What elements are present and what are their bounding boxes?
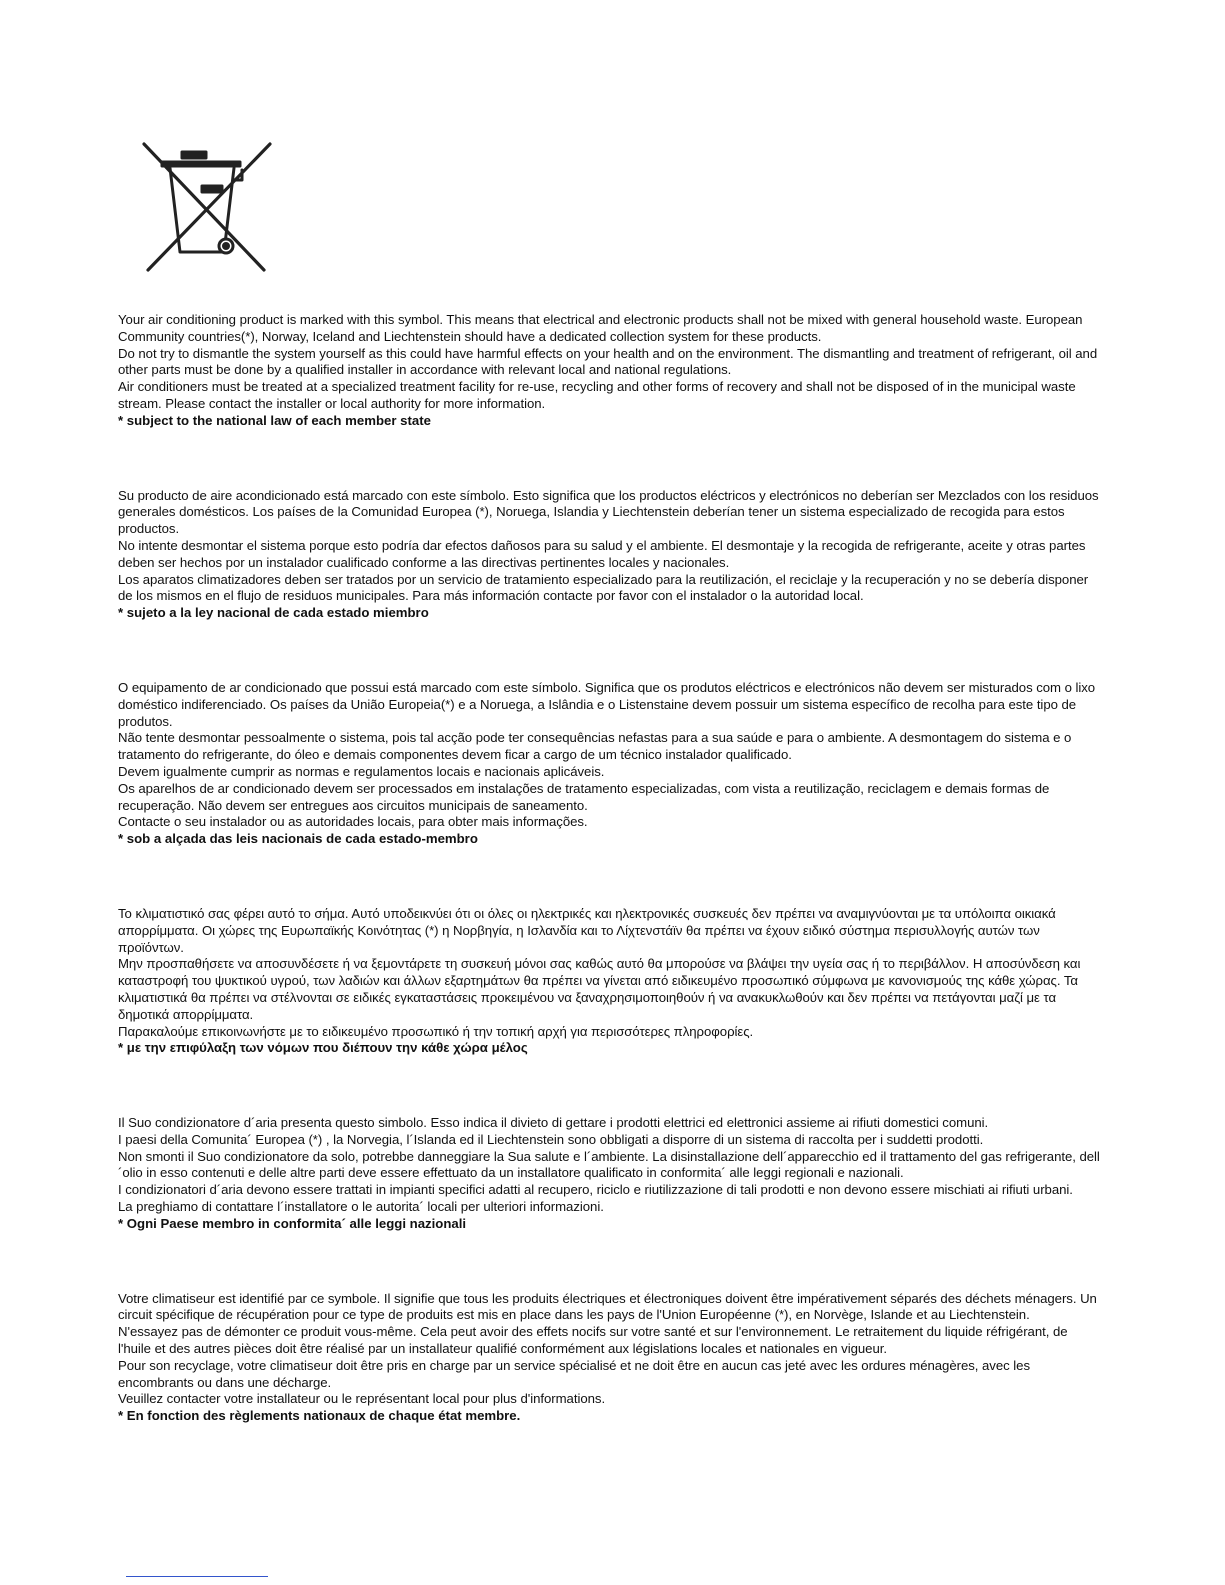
crossed-out-wheeled-bin-icon xyxy=(140,140,276,278)
member-state-note: * με την επιφύλαξη των νόμων που διέπουν την κάθε χώρα μέλος xyxy=(118,1040,528,1056)
paragraph: Air conditioners must be treated at a specialized treatment facility for re-use, recycling and other forms of recovery and shall not be disposed of in the municipal waste stream. Please contact the installer or local authority for more information. xyxy=(118,379,1076,411)
paragraph: Μην προσπαθήσετε να αποσυνδέσετε ή να ξεμοντάρετε τη συσκευή μόνοι σας καθώς αυτό θα μπορούσε να βλάψει την υγεία σας ή το περιβάλλον. Η αποσύνδεση και καταστροφή του ψυκτικού υγρού, των λαδιών και άλλων εξαρτημάτων θα πρέπει να γίνεται από ειδικευμένο προσωπικό σύμφωνα με κανονισμούς της κάθε χώρας. Τα κλιματιστικά θα πρέπει να στέλνονται σε ειδικές εγκαταστάσεις προκειμένου να ξαναχρησιμοποιηθούν ή να ανακυκλωθούν και δεν πρέπει να πετάγονται μαζί με τα δημοτικά απορρίμματα. xyxy=(118,956,1081,1022)
paragraph: Your air conditioning product is marked with this symbol. This means that electrical and electronic products shall not be mixed with general household waste. European Community countries(*), Norway, Iceland and Liechtenstein should have a dedicated collection system for these products. xyxy=(118,312,1083,344)
paragraph: La preghiamo di contattare l´installatore o le autorita´ locali per ulteriori informazioni. xyxy=(118,1199,604,1215)
paragraph: N'essayez pas de démonter ce produit vous-même. Cela peut avoir des effets nocifs sur votre santé et sur l'environnement. Le retraitement du liquide réfrigérant, de l'huile et des autres pièces doit être réalisé par un installateur qualifié conformément aux législations locales et nationales en vigueur. xyxy=(118,1324,1068,1357)
section-greek xyxy=(118,906,1103,1057)
paragraph: Pour son recyclage, votre climatiseur doit être pris en charge par un service spécialisé et ne doit être en aucun cas jeté avec les ordures ménagères, avec les encombrants ou dans une décharge. xyxy=(118,1357,1030,1390)
member-state-note: * Ogni Paese membro in conformita´ alle leggi nazionali xyxy=(118,1215,467,1231)
section-italian xyxy=(118,1115,1103,1233)
paragraph: Votre climatiseur est identifié par ce symbole. Il signifie que tous les produits électriques et électroniques doivent être impérativement séparés des déchets ménagers. Un circuit spécifique de récupération pour ce type de produits est mis en place dans les pays de l'Union Européenne (*), en Norvège, Islande et au Liechtenstein. xyxy=(118,1290,1097,1323)
paragraph: Contacte o seu instalador ou as autoridades locais, para obter mais informações. xyxy=(118,814,588,830)
section-spanish xyxy=(118,488,1103,622)
member-state-note: * subject to the national law of each member state xyxy=(118,412,431,428)
footer-rule xyxy=(126,1576,268,1577)
paragraph: I paesi della Comunita´ Europea (*) , la Norvegia, l´Islanda ed il Liechtenstein sono obbligati a disporre di un sistema di raccolta per i suddetti prodotti. xyxy=(118,1131,984,1147)
member-state-note: * sujeto a la ley nacional de cada estado miembro xyxy=(118,605,429,621)
paragraph: O equipamento de ar condicionado que possui está marcado com este símbolo. Significa que os produtos eléctricos e electrónicos não devem ser misturados com o lixo doméstico indiferenciado. Os países da União Europeia(*) e a Noruega, a Islândia e o Listenstaine devem possuir um sistema específico de recolha para este tipo de produtos. xyxy=(118,679,1096,729)
paragraph: Do not try to dismantle the system yourself as this could have harmful effects on your health and on the environment. The dismantling and treatment of refrigerant, oil and other parts must be done by a qualified installer in accordance with relevant local and national regulations. xyxy=(118,345,1098,378)
paragraph: Não tente desmontar pessoalmente o sistema, pois tal acção pode ter consequências nefastas para a sua saúde e para o ambiente. A desmontagem do sistema e o tratamento do refrigerante, do óleo e demais componentes devem ficar a cargo de um técnico instalador qualificado. xyxy=(118,730,1072,763)
member-state-note: * sob a alçada das leis nacionais de cada estado-membro xyxy=(118,831,478,847)
paragraph: No intente desmontar el sistema porque esto podría dar efectos dañosos para su salud y el ambiente. El desmontaje y la recogida de refrigerante, aceite y otras partes deben ser hechos por un instalador cualificado conforme a las directivas pertinentes locales y nacionales. xyxy=(118,537,1086,570)
section-portuguese xyxy=(118,680,1103,848)
paragraph: Veuillez contacter votre installateur ou le représentant local pour plus d'informations. xyxy=(118,1391,606,1407)
paragraph: I condizionatori d´aria devono essere trattati in impianti specifici adatti al recupero, riciclo e riutilizzazione di tali prodotti e non devono essere mischiati ai rifiuti urbani. xyxy=(118,1182,1073,1198)
member-state-note: * En fonction des règlements nationaux de chaque état membre. xyxy=(118,1408,521,1424)
paragraph: Παρακαλούμε επικοινωνήστε με το ειδικευμένο προσωπικό ή την τοπική αρχή για περισσότερες πληροφορίες. xyxy=(118,1023,754,1039)
section-english xyxy=(118,312,1103,430)
paragraph: Los aparatos climatizadores deben ser tratados por un servicio de tratamiento especializado para la reutilización, el reciclaje y la recuperación y no se debería disponer de los mismos en el flujo de residuos municipales. Para más información contacte por favor con el instalador o la autoridad local. xyxy=(118,571,1089,604)
paragraph: Il Suo condizionatore d´aria presenta questo simbolo. Esso indica il divieto di gettare i prodotti elettrici ed elettronici assieme ai rifiuti domestici comuni. xyxy=(118,1115,989,1131)
section-french xyxy=(118,1291,1103,1425)
paragraph: Non smonti il Suo condizionatore da solo, potrebbe danneggiare la Sua salute e l´ambiente. La disinstallazione dell´apparecchio ed il trattamento del gas refrigerante, dell´olio in esso contenuti e delle altre parti deve essere effettuato da un installatore qualificato in conformita´ alle leggi regionali e nazionali. xyxy=(118,1148,1100,1181)
paragraph: Os aparelhos de ar condicionado devem ser processados em instalações de tratamento especializadas, com vista a reutilização, reciclagem e demais formas de recuperação. Não devem ser entregues aos circuitos municipais de saneamento. xyxy=(118,780,1050,813)
paragraph: Su producto de aire acondicionado está marcado con este símbolo. Esto significa que los productos eléctricos y electrónicos no deberían ser Mezclados con los residuos generales domésticos. Los países de la Comunidad Europea (*), Noruega, Islandia y Liechtenstein deberían tener un sistema especializado de recogida para estos productos. xyxy=(118,487,1099,537)
disposal-notice xyxy=(118,312,1103,1425)
paragraph: Το κλιματιστικό σας φέρει αυτό το σήμα. Αυτό υποδεικνύει ότι οι όλες οι ηλεκτρικές και ηλεκτρονικές συσκευές δεν πρέπει να αναμιγνύονται με τα υπόλοιπα οικιακά απορρίμματα. Οι χώρες της Ευρωπαϊκής Κοινότητας (*) η Νορβηγία, η Ισλανδία και το Λίχτενστάϊν θα πρέπει να έχουν ειδικό σύστημα περισυλλογής αυτών των προϊόντων. xyxy=(118,905,1056,955)
paragraph: Devem igualmente cumprir as normas e regulamentos locais e nacionais aplicáveis. xyxy=(118,763,605,779)
